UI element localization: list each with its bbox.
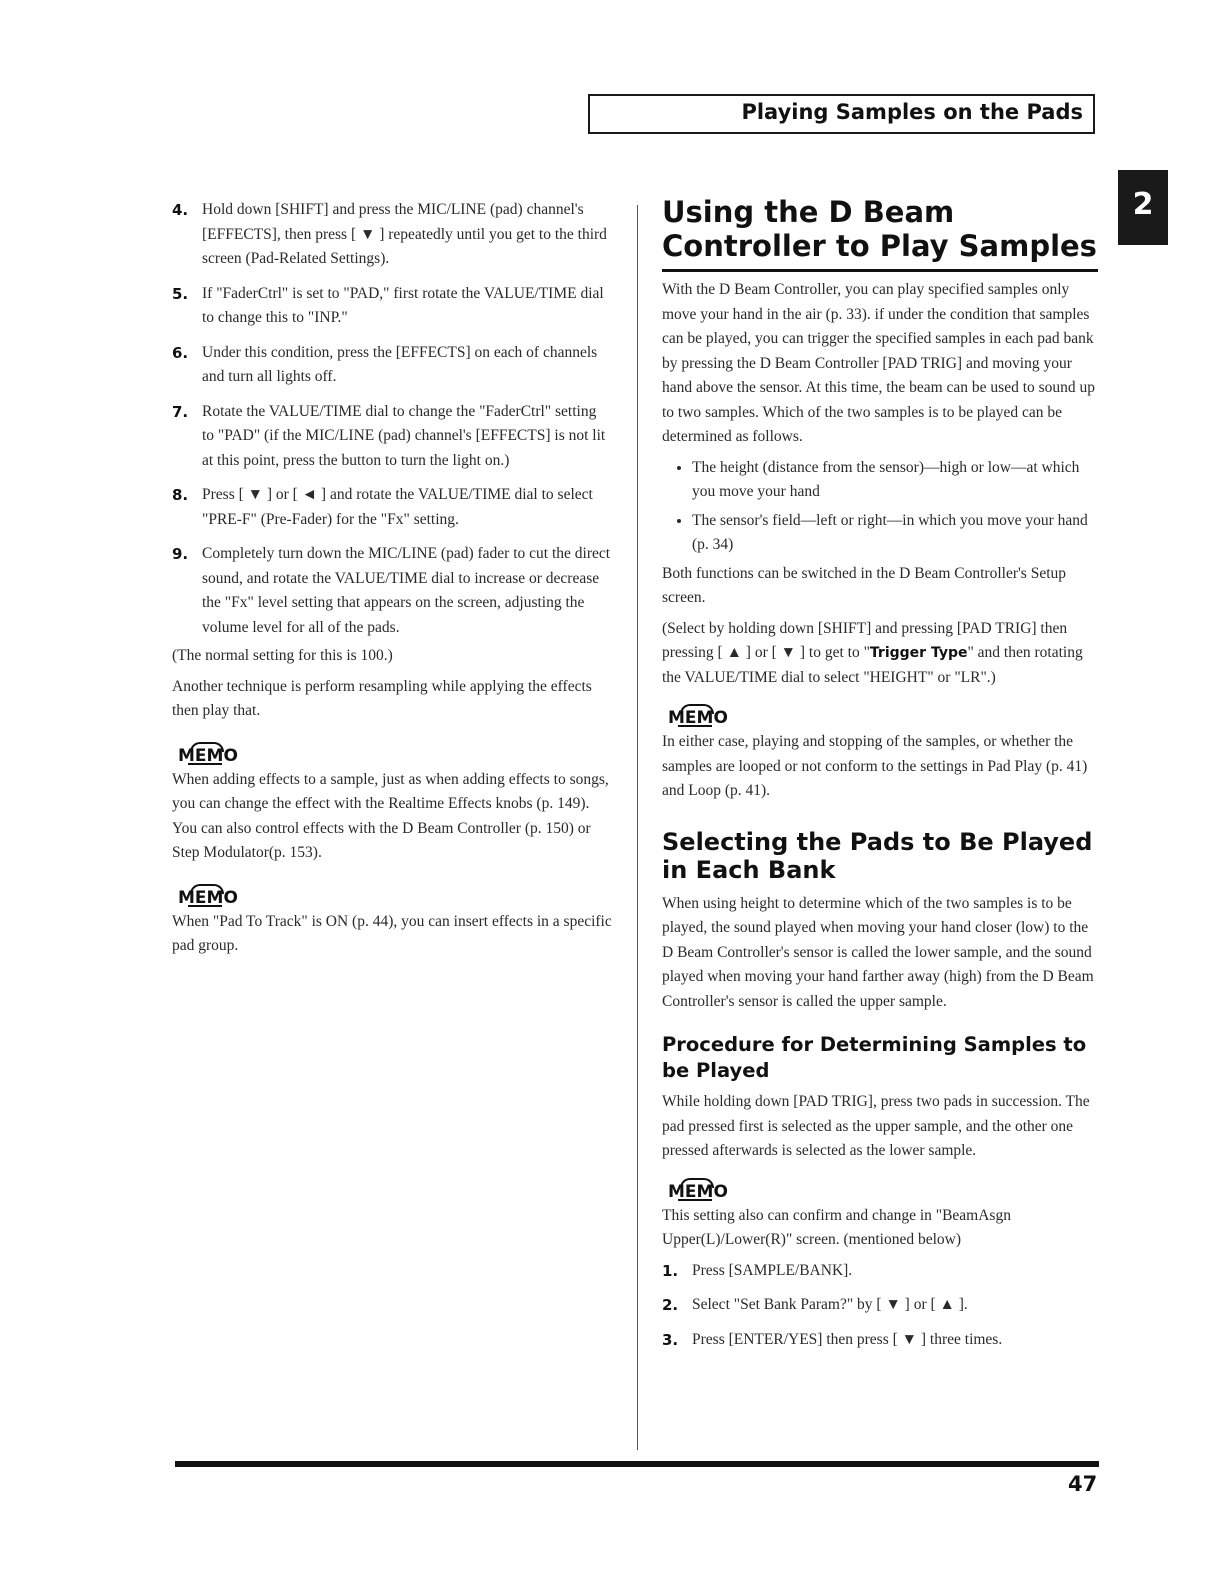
step-5 [172, 282, 612, 331]
memo-text: When "Pad To Track" is ON (p. 44), you can insert effects in a specific pad group. [172, 912, 612, 954]
step-number: 3. [662, 1330, 679, 1349]
step-number: 5. [172, 284, 189, 303]
right-column [662, 195, 1098, 1362]
footer-rule [175, 1461, 1099, 1467]
step-number: 7. [172, 402, 189, 421]
normal-setting-note: (The normal setting for this is 100.) [172, 647, 393, 664]
functions-paragraph: Both functions can be switched in the D Beam Controller's Setup screen. [662, 564, 1066, 606]
step-4 [172, 198, 612, 272]
step-number: 4. [172, 201, 189, 219]
subsection-paragraph: While holding down [PAD TRIG], press two pads in succession. The pad pressed first is selected as the upper sample, and the other one pressed afterwards is selected as the lower sample. [662, 1093, 1090, 1159]
trigger-type-label: Trigger Type [869, 645, 968, 661]
running-header-title: Playing Samples on the Pads [741, 100, 1083, 124]
memo-icon: MEMO [664, 1178, 724, 1202]
memo-text: When adding effects to a sample, just as when adding effects to songs, you can change the effect with the Realtime Effects knobs (p. 149). You can also control effects with the D Beam Controller (p. 150) or Step Modulator(p. 153). [172, 770, 609, 861]
step-text: Completely turn down the MIC/LINE (pad) fader to cut the direct sound, and rotate the VALUE/TIME dial to increase or decrease the "Fx" level setting that appears on the screen, adjusting the volume level for all of the pads. [202, 545, 611, 636]
step-number: 6. [172, 343, 189, 362]
step-text: Hold down [SHIFT] and press the MIC/LINE (pad) channel's [EFFECTS], then press [ ▼ ] repeatedly until you get to the third screen (Pad-Related Settings). [202, 201, 607, 267]
memo-icon: MEMO [174, 742, 234, 766]
memo-icon: MEMO [664, 704, 724, 728]
resample-note: Another technique is perform resampling while applying the effects then play that. [172, 677, 592, 719]
step-3 [662, 1328, 1098, 1353]
step-text: Press [ENTER/YES] then press [ ▼ ] three times. [692, 1330, 1003, 1348]
bullet-list [662, 456, 1098, 558]
section-heading: Using the D Beam Controller to Play Samples [662, 195, 1098, 272]
step-text: Press [SAMPLE/BANK]. [692, 1261, 853, 1279]
step-number: 8. [172, 486, 189, 504]
step-number: 2. [662, 1296, 679, 1314]
step-6 [172, 341, 612, 390]
chapter-tab: 2 [1118, 170, 1168, 245]
step-number: 9. [172, 545, 189, 563]
step-text: Select "Set Bank Param?" by [ ▼ ] or [ ▲ ]. [692, 1296, 968, 1313]
list-item: • The sensor's field—left or right—in which you move your hand (p. 34) [692, 509, 1098, 558]
step-text: If "FaderCtrl" is set to "PAD," first rotate the VALUE/TIME dial to change this to "INP." [202, 284, 604, 326]
step-7 [172, 400, 612, 474]
step-2 [662, 1293, 1098, 1318]
step-1 [662, 1259, 1098, 1284]
step-text: Rotate the VALUE/TIME dial to change the "FaderCtrl" setting to "PAD" (if the MIC/LINE (pad) channel's [EFFECTS] is not lit at this point, press the button to turn the light on.) [202, 402, 606, 469]
intro-paragraph: With the D Beam Controller, you can play specified samples only move your hand in the air (p. 33). if under the condition that samples can be played, you can trigger the specified samples in each pad bank by pressing the D Beam Controller [PAD TRIG] and moving your hand above the sensor. At this time, the beam can be used to sound up to two samples. Which of the two samples is to be played can be determined as follows. [662, 281, 1096, 445]
step-text: Under this condition, press the [EFFECTS] on each of channels and turn all lights off. [202, 343, 598, 385]
list-item: • The height (distance from the sensor)—high or low—at which you move your hand [692, 456, 1098, 505]
memo-text: This setting also can confirm and change in "BeamAsgn Upper(L)/Lower(R)" screen. (mentioned below) [662, 1206, 1011, 1248]
step-8 [172, 483, 612, 532]
step-9 [172, 542, 612, 640]
step-number: 1. [662, 1261, 679, 1280]
column-divider [637, 205, 638, 1450]
section-heading: Selecting the Pads to Be Played in Each Bank [662, 827, 1093, 884]
memo-icon: MEMO [174, 884, 234, 908]
page-number: 47 [1068, 1472, 1098, 1496]
subsection-heading: Procedure for Determining Samples to be Played [662, 1033, 1087, 1082]
section-paragraph: When using height to determine which of the two samples is to be played, the sound played when moving your hand closer (low) to the D Beam Controller's sensor is called the lower sample, and the sound played when moving your hand farther away (high) from the D Beam Controller's sensor is called the upper sample. [662, 894, 1094, 1010]
step-text: Press [ ▼ ] or [ ◄ ] and rotate the VALUE/TIME dial to select "PRE-F" (Pre-Fader) for the "Fx" setting. [202, 486, 593, 528]
memo-text: In either case, playing and stopping of the samples, or whether the samples are looped or not conform to the settings in Pad Play (p. 41) and Loop (p. 41). [662, 733, 1088, 799]
left-column [172, 198, 612, 965]
running-header [588, 94, 1095, 134]
select-instructions: (Select by holding down [SHIFT] and pressing [PAD TRIG] then pressing [ ▲ ] or [ ▼ ] to get to "Trigger Type" and then rotating the VALUE/TIME dial to select "HEIGHT" or "LR".) [662, 619, 1083, 686]
